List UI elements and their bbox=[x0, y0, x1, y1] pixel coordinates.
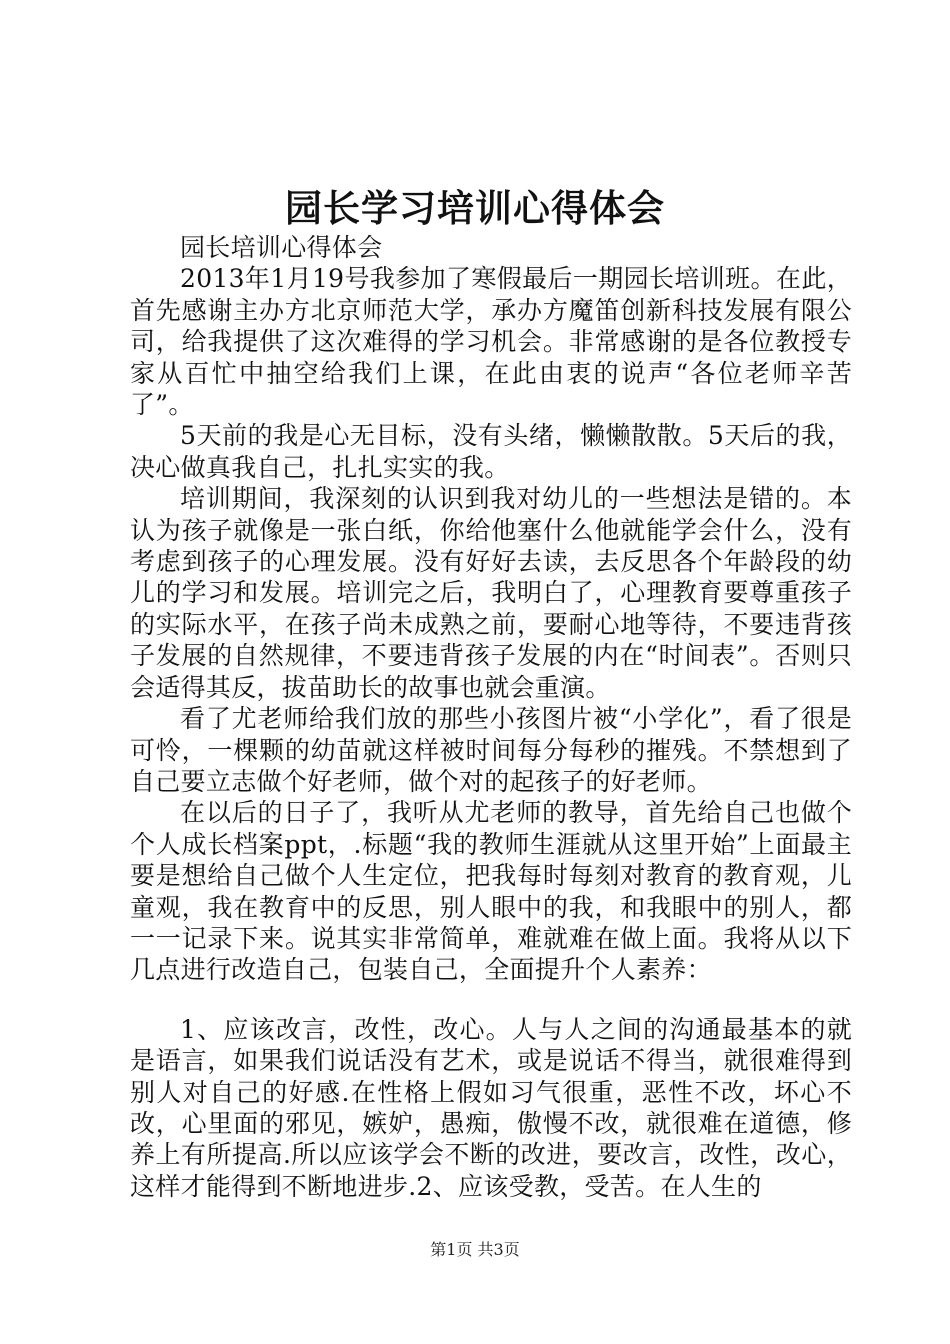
paragraph-future: 在以后的日子了，我听从尤老师的教导，首先给自己也做个个人成长档案ppt，.标题“我的教师生涯就从这里开始”上面最主要是想给自己做个人生定位，把我每时每刻对教育的教育观，儿童观，我在教育中的反思，别人眼中的我，和我眼中的别人，都一一记录下来。说其实非常简单，难就难在做上面。我将从以下几点进行改造自己，包装自己，全面提升个人素养： bbox=[130, 798, 852, 985]
paragraph-points: 1、应该改言，改性，改心。人与人之间的沟通最基本的就是语言，如果我们说话没有艺术，或是说话不得当，就很难得到别人对自己的好感.在性格上假如习气很重，恶性不改，坏心不改，心里面的邪见，嫉妒，愚痴，傲慢不改，就很难在道德，修养上有所提高.所以应该学会不断的改进，要改言，改性，改心，这样才能得到不断地进步.2、应该受教，受苦。在人生的 bbox=[130, 1014, 852, 1201]
paragraph-intro: 2013年1月19号我参加了寒假最后一期园长培训班。在此，首先感谢主办方北京师范大学，承办方魔笛创新科技发展有限公司，给我提供了这次难得的学习机会。非常感谢的是各位教授专家从百忙中抽空给我们上课，在此由衷的说声“各位老师辛苦了”。 bbox=[130, 264, 852, 420]
paragraph-five-days: 5天前的我是心无目标，没有头绪，懒懒散散。5天后的我，决心做真我自己，扎扎实实的我。 bbox=[130, 421, 852, 482]
paragraph-subtitle: 园长培训心得体会 bbox=[180, 233, 383, 262]
document-body bbox=[130, 232, 852, 1202]
paragraph-training: 培训期间，我深刻的认识到我对幼儿的一些想法是错的。本认为孩子就像是一张白纸，你给他塞什么他就能学会什么，没有考虑到孩子的心理发展。没有好好去读，去反思各个年龄段的幼儿的学习和发展。培训完之后，我明白了，心理教育要尊重孩子的实际水平，在孩子尚未成熟之前，要耐心地等待，不要违背孩子发展的自然规律，不要违背孩子发展的内在“时间表”。否则只会适得其反，拔苗助长的故事也就会重演。 bbox=[130, 484, 852, 702]
document-title: 园长学习培训心得体会 bbox=[285, 186, 665, 230]
page-number: 第1页 共3页 bbox=[430, 1240, 520, 1259]
paragraph-gap bbox=[130, 986, 852, 1014]
paragraph-pictures: 看了尤老师给我们放的那些小孩图片被“小学化”，看了很是可怜，一棵颗的幼苗就这样被时间每分每秒的摧残。不禁想到了自己要立志做个好老师，做个对的起孩子的好老师。 bbox=[130, 704, 852, 796]
